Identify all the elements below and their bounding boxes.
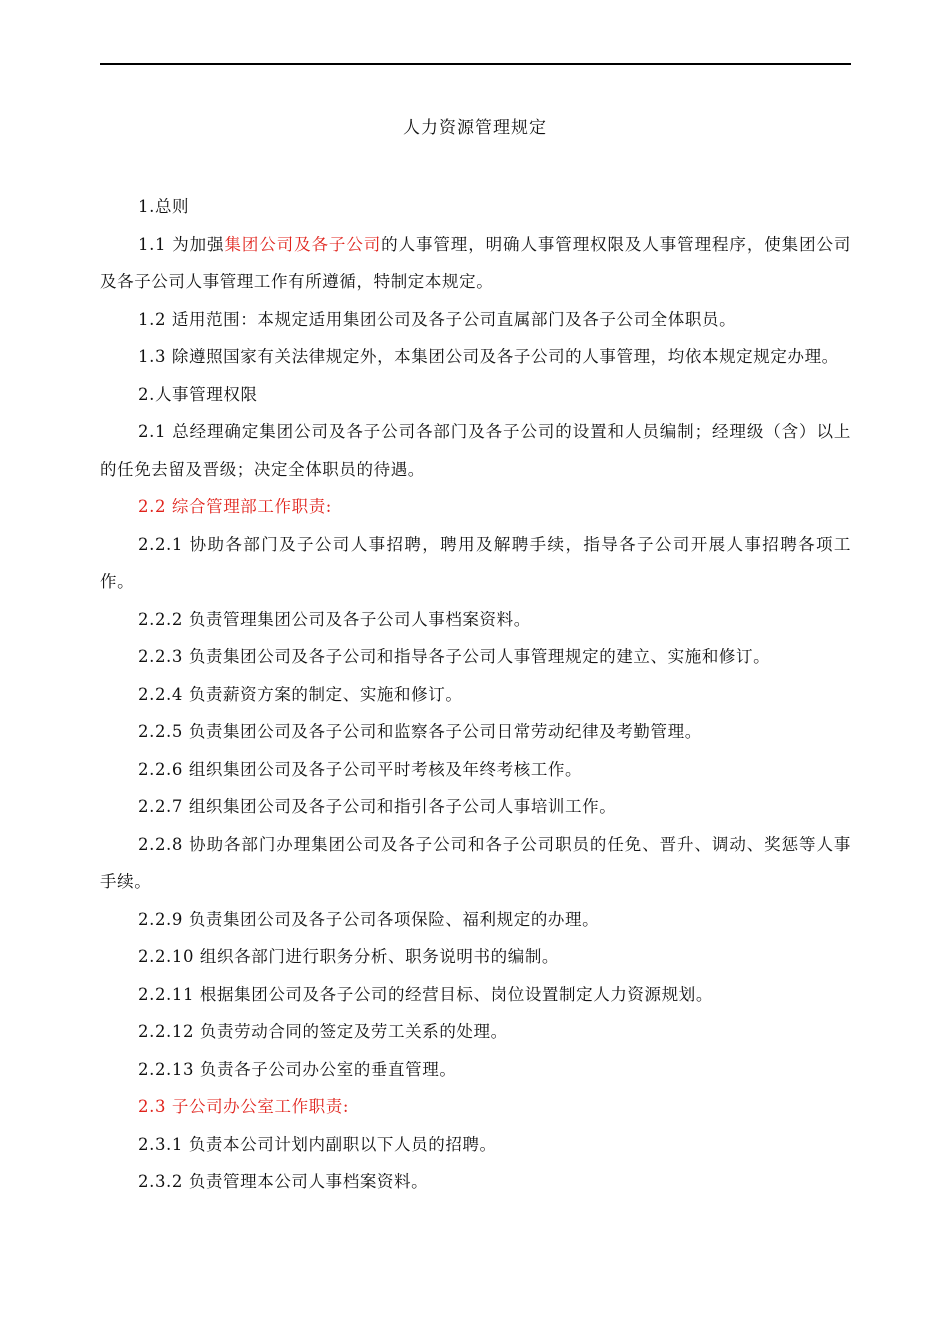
paragraph-text: 2.2.12 负责劳动合同的签定及劳工关系的处理。 <box>138 1022 508 1041</box>
highlighted-heading: 2 综合管理部工作职责: <box>154 497 332 516</box>
paragraph-text: 2.2.6 组织集团公司及各子公司平时考核及年终考核工作。 <box>138 759 583 779</box>
paragraph-2-2-8 <box>100 826 851 901</box>
paragraph-text: 2.2.2 负责管理集团公司及各子公司人事档案资料。 <box>138 609 531 629</box>
paragraph-lead: 2. <box>138 497 155 516</box>
paragraph-2-2-11 <box>100 976 851 1014</box>
paragraph-2-2-7 <box>100 788 851 826</box>
paragraph-2-3-1 <box>100 1126 851 1164</box>
paragraph-text: 的人事管理，明确人事管理权限及人事管理程序，使集团公司及各子公司人事管理工作有所遵循，特制定本规定。 <box>100 234 851 291</box>
paragraph-2-2-13 <box>100 1051 851 1089</box>
paragraph-text: 2.2.9 负责集团公司及各子公司各项保险、福利规定的办理。 <box>138 909 600 929</box>
paragraph-text: 2.人事管理权限 <box>138 384 258 404</box>
paragraph-2-3-2 <box>100 1163 851 1201</box>
paragraph-text: 2.2.8 协助各部门办理集团公司及各子公司和各子公司职员的任免、晋升、调动、奖惩等人事手续。 <box>100 834 851 891</box>
paragraph-2-1 <box>100 413 851 488</box>
paragraph-2-2-4 <box>100 676 851 714</box>
paragraph-2-2-6 <box>100 751 851 789</box>
paragraph-2-2-9 <box>100 901 851 939</box>
paragraph-text: 2.2.1 协助各部门及子公司人事招聘，聘用及解聘手续，指导各子公司开展人事招聘各项工作。 <box>100 534 851 591</box>
document-title: 人力资源管理规定 <box>403 118 547 138</box>
paragraph-2-2-1 <box>100 526 851 601</box>
paragraph-text: 1.2 适用范围：本规定适用集团公司及各子公司直属部门及各子公司全体职员。 <box>138 309 737 329</box>
highlighted-phrase: 集团公司及各子公司 <box>224 234 382 254</box>
paragraph-text: 1.总则 <box>138 197 190 216</box>
paragraph-2-3-heading <box>100 1088 851 1126</box>
highlighted-heading: 2.3 子公司办公室工作职责: <box>138 1097 350 1116</box>
paragraph-2-2-2 <box>100 601 851 639</box>
paragraph-text: 2.2.3 负责集团公司及各子公司和指导各子公司人事管理规定的建立、实施和修订。 <box>138 647 771 666</box>
paragraph-1-2 <box>100 301 851 339</box>
paragraph-2-2-10 <box>100 938 851 976</box>
paragraph-text: 2.3.2 负责管理本公司人事档案资料。 <box>138 1172 429 1191</box>
paragraph-1 <box>100 188 851 226</box>
paragraph-text: 1.3 除遵照国家有关法律规定外，本集团公司及各子公司的人事管理，均依本规定规定办理。 <box>138 347 839 366</box>
paragraph-2-2-heading <box>100 488 851 526</box>
paragraph-text: 2.1 总经理确定集团公司及各子公司各部门及各子公司的设置和人员编制；经理级（含）以上的任免去留及晋级；决定全体职员的待遇。 <box>100 422 851 479</box>
paragraph-2-2-5 <box>100 713 851 751</box>
paragraph-lead: 1.1 为加强 <box>138 234 225 254</box>
paragraph-1-3 <box>100 338 851 376</box>
paragraph-text: 2.2.11 根据集团公司及各子公司的经营目标、岗位设置制定人力资源规划。 <box>138 984 713 1004</box>
paragraph-text: 2.2.10 组织各部门进行职务分析、职务说明书的编制。 <box>138 947 560 966</box>
header-rule <box>100 63 851 65</box>
paragraph-text: 2.2.4 负责薪资方案的制定、实施和修订。 <box>138 684 463 704</box>
paragraph-text: 2.3.1 负责本公司计划内副职以下人员的招聘。 <box>138 1134 497 1154</box>
paragraph-2-2-3 <box>100 638 851 676</box>
document-body <box>100 188 851 1201</box>
paragraph-text: 2.2.7 组织集团公司及各子公司和指引各子公司人事培训工作。 <box>138 797 617 816</box>
paragraph-text: 2.2.13 负责各子公司办公室的垂直管理。 <box>138 1059 457 1079</box>
paragraph-2 <box>100 376 851 414</box>
paragraph-2-2-12 <box>100 1013 851 1051</box>
paragraph-1-1 <box>100 226 851 301</box>
paragraph-text: 2.2.5 负责集团公司及各子公司和监察各子公司日常劳动纪律及考勤管理。 <box>138 722 702 741</box>
